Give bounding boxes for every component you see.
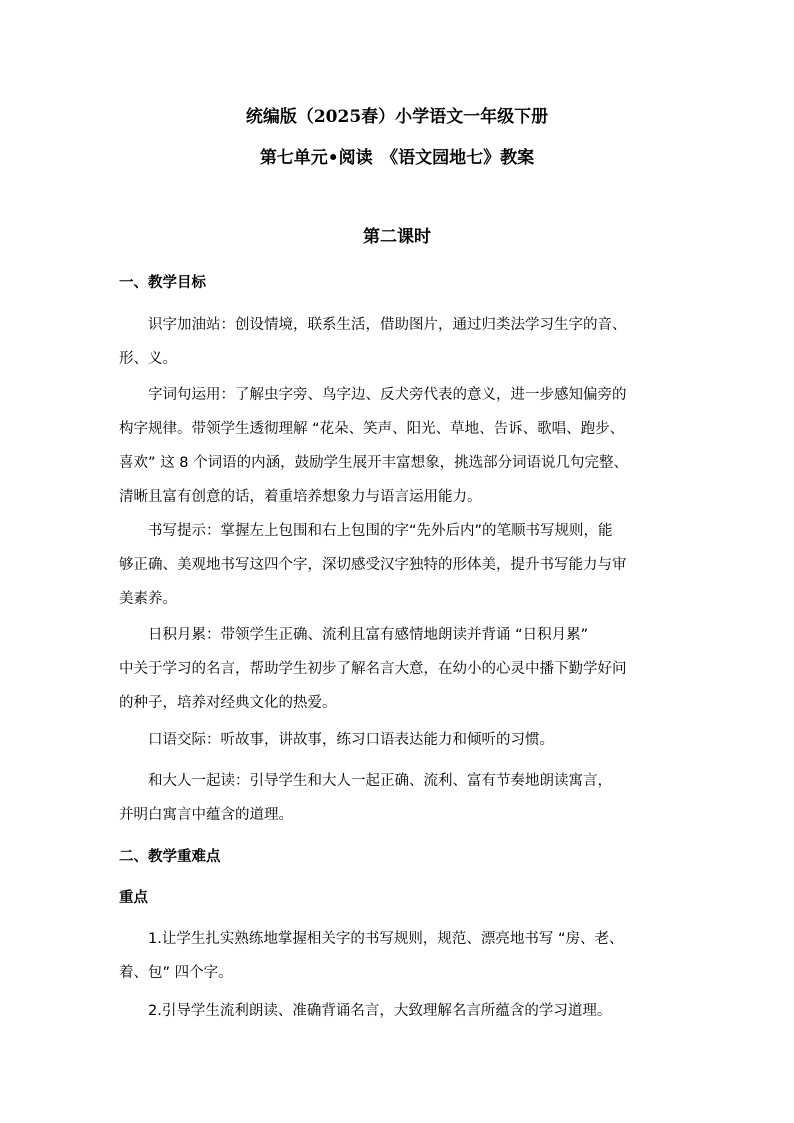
text-line: 够正确、美观地书写这四个字，深切感受汉字独特的形体美，提升书写能力与审 bbox=[119, 557, 627, 573]
paragraph-focus-2 bbox=[119, 1001, 689, 1021]
text-line: 日积月累：带领学生正确、流利且富有感情地朗读并背诵 “日积月累” bbox=[148, 627, 589, 643]
paragraph-writing-tips bbox=[119, 521, 689, 609]
paragraph-literacy bbox=[119, 315, 689, 369]
text-line: 清晰且富有创意的话，着重培养想象力与语言运用能力。 bbox=[119, 489, 482, 505]
section-heading-key-points: 二、教学重难点 bbox=[119, 849, 221, 865]
text-line: 构字规律。带领学生透彻理解 “花朵、笑声、阳光、草地、告诉、歌唱、跑步、 bbox=[119, 421, 625, 437]
text-line: 1.让学生扎实熟练地掌握相关字的书写规则，规范、漂亮地书写 “房、老、 bbox=[148, 931, 624, 947]
lesson-title: 第二课时 bbox=[363, 227, 431, 247]
text-line: 和大人一起读：引导学生和大人一起正确、流利、富有节奏地朗读寓言， bbox=[148, 773, 612, 789]
paragraph-oral-communication bbox=[119, 730, 689, 750]
sub-heading-focus: 重点 bbox=[119, 890, 148, 906]
text-line: 识字加油站：创设情境，联系生活，借助图片，通过归类法学习生字的音、 bbox=[148, 317, 627, 333]
text-line: 喜欢” 这 8 个词语的内涵，鼓励学生展开丰富想象，挑选部分词语说几句完整、 bbox=[119, 455, 629, 471]
text-line: 的种子，培养对经典文化的热爱。 bbox=[119, 695, 337, 711]
text-line: 口语交际：听故事，讲故事，练习口语表达能力和倾听的习惯。 bbox=[148, 732, 554, 748]
paragraph-word-usage bbox=[119, 385, 689, 507]
paragraph-read-with-adults bbox=[119, 771, 689, 825]
text-line: 2.引导学生流利朗读、准确背诵名言，大致理解名言所蕴含的学习道理。 bbox=[148, 1003, 612, 1019]
text-line: 中关于学习的名言，帮助学生初步了解名言大意，在幼小的心灵中播下勤学好问 bbox=[119, 661, 627, 677]
text-line: 形、义。 bbox=[119, 351, 177, 367]
text-line: 并明白寓言中蕴含的道理。 bbox=[119, 807, 293, 823]
text-line: 书写提示：掌握左上包围和右上包围的字“先外后内”的笔顺书写规则，能 bbox=[148, 523, 613, 539]
text-line: 美素养。 bbox=[119, 591, 177, 607]
text-line: 着、包” 四个字。 bbox=[119, 965, 233, 981]
paragraph-focus-1 bbox=[119, 929, 689, 983]
paragraph-accumulation bbox=[119, 625, 689, 713]
section-heading-objectives: 一、教学目标 bbox=[119, 275, 206, 291]
document-subtitle: 第七单元•阅读 《语文园地七》教案 bbox=[259, 148, 535, 168]
document-title: 统编版（2025春）小学语文一年级下册 bbox=[245, 107, 549, 127]
text-line: 字词句运用：了解虫字旁、鸟字边、反犬旁代表的意义，进一步感知偏旁的 bbox=[148, 387, 627, 403]
